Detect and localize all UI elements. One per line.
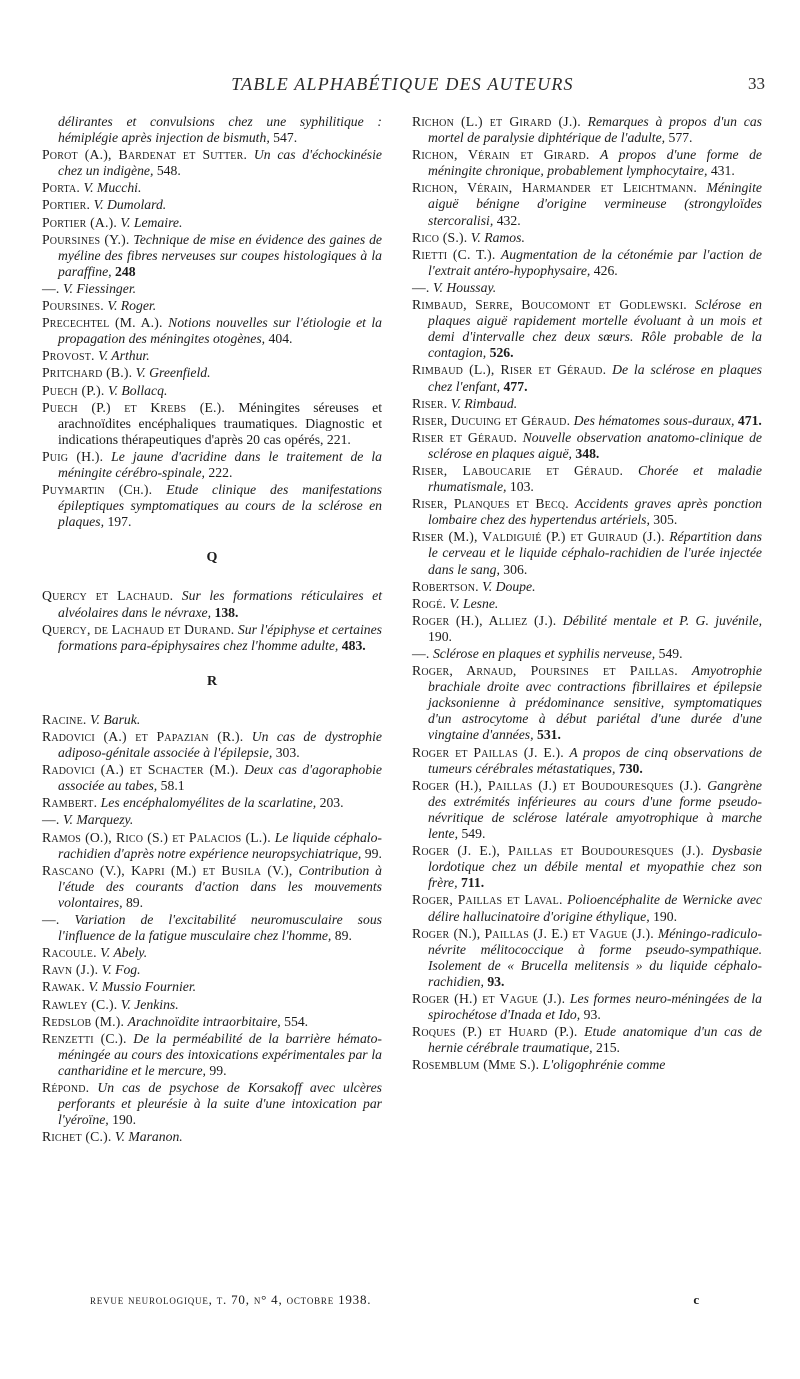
entry-title: V. Marquezy.	[62, 812, 134, 828]
index-entry	[42, 482, 382, 530]
index-entry	[42, 383, 382, 399]
entry-title: Méningo-radiculo-névrite mélitococcique à forme pseudo-sympathique. Isolement de « Brucella melitensis » du liquide céphalo-rachidien,	[428, 925, 763, 989]
index-entry	[412, 180, 762, 228]
entry-title: Les formes neuro-méningées de la spirochétose d'Inada et Ido,	[428, 990, 763, 1023]
entry-title: Répartition dans le cerveau et le liquide céphalo-rachidien de l'urée injectée dans le sang,	[428, 529, 762, 577]
entry-author: Répond.	[42, 1079, 90, 1095]
entry-author: Richet (C.).	[42, 1129, 112, 1145]
entry-title: Remarques à propos d'un cas mortel de paralysie diphtérique de l'adulte,	[428, 114, 763, 146]
entry-title: V. Baruk.	[89, 711, 141, 727]
index-entry	[412, 1057, 762, 1073]
section-letter-r: R	[206, 673, 218, 689]
entry-title: délirantes et convulsions chez une syphilitique : hémiplégie après injection de bismuth,	[58, 114, 382, 146]
entry-page: 93.	[487, 973, 505, 989]
entry-author: Roger (H.) et Vague (J.).	[412, 990, 566, 1006]
index-entry	[42, 348, 382, 364]
entry-page: 549.	[461, 826, 486, 842]
index-entry	[42, 180, 382, 196]
index-entry	[42, 912, 382, 944]
index-entry	[42, 795, 382, 811]
entry-page: 303.	[275, 745, 300, 761]
entry-title: V. Roger.	[107, 298, 157, 314]
index-entry	[412, 745, 762, 777]
entry-page: 432.	[496, 212, 521, 228]
entry-title: Arachnoïdite intraorbitaire,	[127, 1013, 281, 1029]
index-entry	[412, 147, 762, 179]
journal-citation: revue neurologique, t. 70, n° 4, octobre 1938.	[90, 1292, 372, 1307]
page-footer	[90, 1292, 700, 1312]
index-entry	[42, 622, 382, 654]
index-entry	[412, 114, 762, 146]
entry-title: V. Dumolard.	[93, 197, 167, 213]
entry-page: 548.	[156, 163, 181, 179]
entry-page: 99.	[209, 1062, 227, 1078]
entry-page: 577.	[668, 130, 693, 146]
entry-author: Rietti (C. T.).	[412, 246, 496, 262]
entry-title: Le jaune d'acridine dans le traitement de la méningite cérébro-spinale,	[58, 448, 382, 480]
entry-title: V. Lemaire.	[120, 214, 183, 230]
index-entry	[412, 892, 762, 924]
entry-page: 190.	[112, 1112, 137, 1128]
index-entry	[412, 247, 762, 279]
entry-title: Notions nouvelles sur l'étiologie et la propagation des méningites otogènes,	[58, 315, 382, 347]
entry-page: 348.	[575, 445, 600, 461]
index-entry	[42, 114, 382, 146]
entry-page: 203.	[319, 795, 344, 811]
index-entry	[42, 281, 382, 297]
index-entry	[42, 997, 382, 1013]
entry-author: Riser, Laboucarie et Géraud.	[412, 462, 624, 478]
entry-author: Roger et Paillas (J. E.).	[412, 744, 564, 760]
index-entry	[42, 945, 382, 961]
index-entry	[42, 449, 382, 481]
index-entry	[412, 991, 762, 1023]
entry-title: L'oligophrénie comme	[542, 1057, 666, 1073]
index-entry	[412, 413, 762, 429]
entry-page: 426.	[593, 262, 618, 278]
entry-title: Etude anatomique d'un cas de hernie cérébrale traumatique,	[428, 1024, 762, 1056]
index-entry	[412, 430, 762, 462]
entry-author: Rawley (C.).	[42, 996, 118, 1012]
index-entry	[412, 396, 762, 412]
entry-title: Méningite aiguë bénigne d'origine vermineuse (strongyloïdes stercoralisi,	[428, 180, 762, 228]
entry-title: Nouvelle observation anatomo-clinique de sclérose en plaques aiguë,	[428, 429, 762, 461]
entry-title: Un cas de dystrophie adiposo-génitale associée à l'épilepsie,	[58, 729, 383, 761]
index-entry	[42, 962, 382, 978]
index-entry	[42, 1080, 382, 1128]
entry-author: Porta.	[42, 180, 81, 196]
entry-page: 404.	[268, 331, 293, 347]
running-header	[40, 74, 765, 98]
entry-author: Richon (L.) et Girard (J.).	[412, 114, 581, 129]
entry-title: Polioencéphalite de Wernicke avec délire hallucinatoire d'origine éthylique,	[428, 892, 762, 924]
entry-author: —.	[412, 646, 430, 661]
index-entry	[42, 197, 382, 213]
entry-author: Rico (S.).	[412, 229, 468, 245]
entry-title: A propos de cinq observations de tumeurs cérébrales métastatiques,	[428, 744, 763, 776]
index-entry	[412, 297, 762, 361]
entry-author: —.	[42, 812, 60, 828]
entry-title: Augmentation de la cétonémie par l'action de l'extrait antéro-hypophysaire,	[428, 246, 762, 278]
entry-title: V. Fog.	[101, 962, 141, 978]
entry-title: Le liquide céphalo-rachidien d'après notre expérience neuropsychiatrique,	[58, 829, 382, 861]
index-entry	[412, 496, 762, 528]
entry-title: V. Maranon.	[114, 1129, 183, 1145]
entry-author: Puymartin (Ch.).	[42, 482, 153, 498]
index-entry	[42, 215, 382, 231]
entry-author: Precechtel (M. A.).	[42, 315, 163, 331]
index-entry	[42, 712, 382, 728]
index-entry	[42, 315, 382, 347]
entry-title: Deux cas d'agoraphobie associée au tabes,	[58, 762, 382, 794]
entry-title: V. Greenfield.	[135, 365, 211, 381]
entry-author: Puig (H.).	[42, 448, 104, 464]
entry-author: Rascano (V.), Kapri (M.) et Busila (V.),	[42, 862, 293, 878]
entry-title: V. Fiessinger.	[62, 280, 137, 296]
entry-author: —.	[412, 279, 430, 295]
index-entry	[42, 830, 382, 862]
entry-author: Radovici (A.) et Papazian (R.).	[42, 729, 244, 744]
entry-author: Porot (A.), Bardenat et Sutter.	[42, 147, 248, 163]
entry-title: Contribution à l'étude des courants d'action dans les mouvements volontaires,	[58, 862, 382, 910]
index-entry	[42, 1129, 382, 1145]
index-entry	[42, 147, 382, 179]
index-entry	[412, 663, 762, 743]
page-number: 33	[748, 74, 765, 93]
entry-page: 549.	[658, 646, 683, 661]
entry-author: Riser, Ducuing et Géraud.	[412, 412, 571, 428]
entry-author: Rimbaud, Serre, Boucomont et Godlewski.	[412, 297, 687, 313]
entry-page: 93.	[583, 1007, 601, 1023]
entry-page: 58.1	[160, 778, 185, 794]
index-entry	[42, 863, 382, 911]
entry-title: Technique de mise en évidence des gaines de myéline des fibres nerveuses sur coupes histologiques à la paraffine,	[58, 231, 383, 279]
entry-page: 554.	[284, 1013, 309, 1029]
entry-title: V. Rimbaud.	[450, 395, 518, 411]
entry-title: V. Ramos.	[470, 229, 525, 245]
index-entry	[42, 232, 382, 280]
entry-title: Sclérose en plaques aiguë rapidement mortelle évoluant à un mois et demi d'intervalle chez deux sœurs. Rôle probable de la contagion,	[428, 297, 763, 361]
entry-page: 222.	[208, 464, 233, 480]
entry-title: Un cas d'échockinésie chez un indigène,	[58, 147, 382, 179]
entry-page: 431.	[710, 163, 735, 179]
entry-author: —.	[42, 912, 60, 928]
entry-author: Riser et Géraud.	[412, 429, 518, 445]
entry-title: V. Bollacq.	[107, 382, 168, 398]
entry-title: De la sclérose en plaques chez l'enfant,	[428, 362, 763, 394]
entry-author: Renzetti (C.).	[42, 1030, 127, 1046]
index-entry	[412, 926, 762, 990]
entry-title: Sur l'épiphyse et certaines formations para-épiphysaires chez l'homme adulte,	[58, 621, 382, 653]
entry-page: 99.	[364, 845, 382, 861]
entry-author: Racine.	[42, 711, 87, 727]
entry-author: Rambert.	[42, 795, 98, 811]
entry-author: Roger, Paillas et Laval.	[412, 892, 563, 908]
entry-author: Richon, Vérain, Harmander et Leichtmann.	[412, 180, 697, 196]
entry-title: A propos d'une forme de méningite chronique, probablement lymphocytaire,	[428, 147, 762, 179]
entry-title: De la perméabilité de la barrière hémato-méningée au cours des intoxications expérimentales par la cantharidine et le mercure,	[58, 1030, 382, 1078]
entry-page: 138.	[214, 604, 239, 620]
entry-title: V. Mucchi.	[83, 180, 142, 196]
left-column	[42, 114, 382, 1146]
entry-page: 190.	[653, 908, 678, 924]
left-entries-r	[42, 712, 382, 1145]
index-entry	[42, 1031, 382, 1079]
entry-page: 89.	[334, 928, 352, 944]
entry-author: Roger (J. E.), Paillas et Boudouresques (J.).	[412, 843, 704, 859]
entry-title: V. Arthur.	[98, 348, 150, 364]
index-entry	[412, 362, 762, 394]
index-entry	[412, 613, 762, 645]
entry-author: Redslob (M.).	[42, 1013, 125, 1029]
entry-title: Accidents graves après ponction lombaire chez des hypertendus artériels,	[428, 496, 763, 528]
entry-title: V. Doupe.	[482, 578, 536, 594]
left-entries-p	[42, 114, 382, 530]
entry-title: Gangrène des extrémités inférieures au cours d'une forme pseudo-névritique de sclérose latérale amyotrophique à marche lente,	[428, 777, 762, 842]
entry-page: 477.	[503, 378, 528, 394]
entry-title: Variation de l'excitabilité neuromusculaire sous l'influence de la fatigue musculaire chez l'homme,	[58, 912, 382, 944]
index-entry	[42, 298, 382, 314]
entry-page: 711.	[460, 875, 485, 891]
index-entry	[42, 979, 382, 995]
index-entry	[412, 280, 762, 296]
entry-author: Provost.	[42, 348, 95, 364]
entry-title: V. Lesne.	[449, 595, 499, 611]
entry-author: Radovici (A.) et Schacter (M.).	[42, 762, 239, 778]
right-column	[412, 114, 762, 1074]
entry-page: 215.	[596, 1040, 620, 1056]
entry-author: Rimbaud (L.), Riser et Géraud.	[412, 362, 607, 378]
index-entry	[42, 365, 382, 381]
index-entry	[412, 843, 762, 891]
entry-author: Riser.	[412, 395, 448, 411]
index-entry	[412, 579, 762, 595]
entry-author: Racoule.	[42, 945, 97, 961]
index-entry	[42, 812, 382, 828]
entry-page: 526.	[489, 345, 514, 361]
entry-author: Roger (H.), Paillas (J.) et Boudouresques (J.).	[412, 777, 702, 793]
entry-page: 531.	[536, 727, 561, 743]
entry-author: Poursines (Y.).	[42, 231, 130, 247]
entry-author: Portier.	[42, 197, 91, 213]
entry-page: 190.	[428, 628, 452, 644]
entry-title: Les encéphalomyélites de la scarlatine,	[100, 795, 317, 811]
index-entry	[412, 230, 762, 246]
entry-title: Un cas de psychose de Korsakoff avec ulcères perforants et pleurésie à la suite d'une intoxication par l'yéroïne,	[58, 1079, 383, 1128]
entry-title: Sclérose en plaques et syphilis nerveuse,	[432, 646, 656, 661]
entry-author: —.	[42, 280, 60, 296]
index-entry	[412, 1024, 762, 1056]
entry-author: Roger (H.), Alliez (J.).	[412, 612, 557, 628]
entry-page: 730.	[618, 760, 643, 776]
index-entry	[42, 729, 382, 761]
entry-author: Portier (A.).	[42, 214, 117, 230]
index-entry	[412, 778, 762, 842]
entry-author: Rogé.	[412, 595, 447, 611]
index-entry	[42, 762, 382, 794]
entry-author: Robertson.	[412, 578, 479, 594]
entry-page: 89.	[125, 894, 144, 910]
section-letter-q: Q	[206, 550, 218, 566]
entry-title: Sur les formations réticulaires et alvéolaires dans le névraxe,	[58, 588, 382, 620]
entry-author: Puech (P.).	[42, 382, 105, 398]
index-entry	[412, 596, 762, 612]
entry-page: 305.	[653, 512, 678, 528]
index-entry	[412, 529, 762, 577]
entry-author: Puech (P.) et Krebs (E.).	[42, 399, 226, 415]
index-entry	[412, 463, 762, 495]
entry-author: Rosemblum (Mme S.).	[412, 1057, 540, 1073]
entry-title: V. Abely.	[100, 945, 148, 961]
entry-author: Roger (N.), Paillas (J. E.) et Vague (J.).	[412, 925, 654, 941]
entry-title: Dysbasie lordotique chez un débile mental et myopathie chez son frère,	[428, 843, 763, 891]
page-title: TABLE ALPHABÉTIQUE DES AUTEURS	[231, 74, 574, 94]
signature-mark: c	[693, 1292, 700, 1307]
entry-title: Chorée et maladie rhumatismale,	[428, 462, 762, 495]
entry-page: 197.	[107, 514, 132, 530]
entry-author: Roques (P.) et Huard (P.).	[412, 1024, 578, 1040]
entry-author: Richon, Vérain et Girard.	[412, 147, 590, 163]
entry-author: Poursines.	[42, 298, 104, 314]
entry-page: 471.	[737, 412, 762, 428]
entry-author: Quercy et Lachaud.	[42, 588, 174, 604]
index-entry	[42, 1014, 382, 1030]
entry-author: Riser (M.), Valdiguié (P.) et Guiraud (J.).	[412, 529, 665, 545]
left-entries-q	[42, 588, 382, 653]
entry-text: Méningites séreuses et arachnoïdites encéphaliques traumatiques. Diagnostic et indications thérapeutiques d'après 20 cas opérés, 221.	[58, 399, 383, 447]
entry-page: 306.	[503, 561, 528, 577]
index-entry	[42, 588, 382, 620]
entry-title: V. Mussio Fournier.	[88, 979, 197, 995]
entry-title: Etude clinique des manifestations épileptiques symptomatiques au cours de la sclérose en plaques,	[58, 482, 383, 530]
entry-page: 547.	[273, 130, 298, 146]
entry-author: Pritchard (B.).	[42, 365, 133, 381]
entry-title: Amyotrophie brachiale droite avec contractions fibrillaires et épilepsie jacksonienne à prédominance sensitive, symptomatiques d'un astrocytome à début pariétal d'une durée d'une vingtaine d'années,	[428, 663, 762, 743]
entry-title: Débilité mentale et P. G. juvénile,	[562, 612, 762, 628]
entry-page: 103.	[509, 479, 534, 495]
index-entry	[412, 646, 762, 662]
entry-title: Des hématomes sous-duraux,	[573, 412, 735, 428]
entry-title: V. Jenkins.	[120, 996, 179, 1012]
entry-page: 248	[115, 263, 136, 279]
entry-author: Quercy, de Lachaud et Durand.	[42, 621, 235, 637]
entry-author: Roger, Arnaud, Poursines et Paillas.	[412, 663, 678, 679]
entry-author: Rawak.	[42, 979, 85, 995]
index-entry	[42, 400, 382, 448]
entry-title: V. Houssay.	[432, 279, 497, 295]
entry-author: Ravn (J.).	[42, 962, 99, 978]
right-entries	[412, 114, 762, 1073]
entry-author: Riser, Planques et Becq.	[412, 496, 569, 512]
entry-page: 483.	[341, 637, 366, 653]
entry-author: Ramos (O.), Rico (S.) et Palacios (L.).	[42, 829, 271, 845]
